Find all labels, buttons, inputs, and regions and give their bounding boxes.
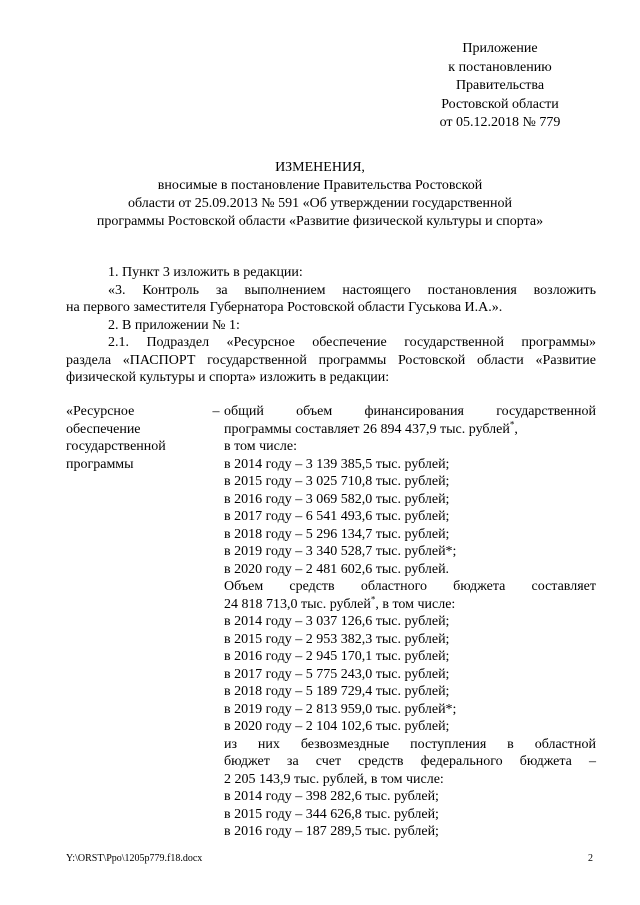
year-line: в 2017 году – 5 775 243,0 тыс. рублей; [224,666,450,682]
footer-file-path: Y:\ORST\Ppo\1205p779.f18.docx [66,853,203,864]
appendix-line: Приложение [462,41,538,56]
total-line-1: общий объем финансирования государственной [224,404,596,419]
appendix-line: Ростовской области [441,96,559,112]
total-line-3: в том числе: [224,439,297,454]
title-line: области от 25.09.2013 № 591 «Об утверждении государственной [128,196,512,211]
paragraph-1: 1. Пункт 3 изложить в редакции: [108,265,303,280]
year-line: в 2014 году – 398 282,6 тыс. рублей; [224,789,439,804]
year-line: в 2016 году – 3 069 582,0 тыс. рублей; [224,491,450,507]
total-comma: , [514,421,518,437]
passport-dash: – [212,404,220,419]
paragraph-4-line-1: 2.1. Подраздел «Ресурсное обеспечение государственной программы» [108,335,596,350]
title-line: вносимые в постановление Правительства Ростовской [157,178,483,193]
year-line: в 2014 году – 3 037 126,6 тыс. рублей; [224,614,450,629]
footnote-star: * [370,593,376,604]
document-title [60,159,580,231]
paragraph-2-line-1: «3. Контроль за выполнением настоящего постановления возложить [108,282,596,298]
paragraph-4-line-3: физической культуры и спорта» изложить в редакции: [66,370,390,385]
appendix-line: к постановлению [448,59,552,75]
year-line: в 2016 году – 2 945 170,1 тыс. рублей; [224,649,450,664]
year-line: в 2014 году – 3 139 385,5 тыс. рублей; [224,456,450,472]
appendix-line: от 05.12.2018 № 779 [439,115,561,130]
passport-content [224,403,596,841]
regional-suffix: , в том числе: [375,596,456,612]
regional-line-1: Объем средств областного бюджета составляет [224,579,596,594]
regional-line-2 [224,593,596,614]
year-line: в 2017 году – 6 541 493,6 тыс. рублей; [224,509,450,524]
total-amount-text: программы составляет 26 894 437,9 тыс. рублей [224,421,510,437]
year-line: в 2019 году – 2 813 959,0 тыс. рублей*; [224,701,457,717]
passport-label-line: обеспечение [66,421,141,437]
passport-label-line: «Ресурсное [66,404,135,419]
passport-label [66,403,206,473]
federal-line-3: 2 205 143,9 тыс. рублей, в том числе: [224,771,444,787]
year-line: в 2020 году – 2 104 102,6 тыс. рублей; [224,719,450,734]
paragraph-3: 2. В приложении № 1: [108,317,240,333]
year-line: в 2015 году – 2 953 382,3 тыс. рублей; [224,631,450,647]
footer-page-number: 2 [588,853,593,864]
regional-amount-text: 24 818 713,0 тыс. рублей [224,596,371,612]
footnote-star: * [509,418,515,429]
appendix-line: Правительства [455,78,545,93]
passport-label-line: государственной [66,439,166,454]
year-line: в 2015 году – 3 025 710,8 тыс. рублей; [224,474,450,489]
document-body [66,264,596,387]
year-line: в 2018 году – 5 296 134,7 тыс. рублей; [224,526,450,542]
appendix-header [400,40,600,133]
total-line-2 [224,418,596,439]
paragraph-4-line-2: раздела «ПАСПОРТ государственной программы Ростовской области «Развитие [66,352,596,368]
year-line: в 2016 году – 187 289,5 тыс. рублей; [224,824,439,839]
passport-label-line: программы [66,456,134,472]
paragraph-2-line-2: на первого заместителя Губернатора Ростовской области Гуськова И.А.». [66,300,503,315]
title-line: программы Ростовской области «Развитие физической культуры и спорта» [96,214,544,229]
year-line: в 2015 году – 344 626,8 тыс. рублей; [224,806,439,822]
title-heading: ИЗМЕНЕНИЯ, [275,160,365,175]
year-line: в 2019 году – 3 340 528,7 тыс. рублей*; [224,544,457,559]
federal-line-1: из них безвозмездные поступления в областной [224,736,596,752]
year-line: в 2020 году – 2 481 602,6 тыс. рублей. [224,561,450,577]
year-line: в 2018 году – 5 189 729,4 тыс. рублей; [224,684,450,699]
federal-line-2: бюджет за счет средств федерального бюджета – [224,754,596,769]
